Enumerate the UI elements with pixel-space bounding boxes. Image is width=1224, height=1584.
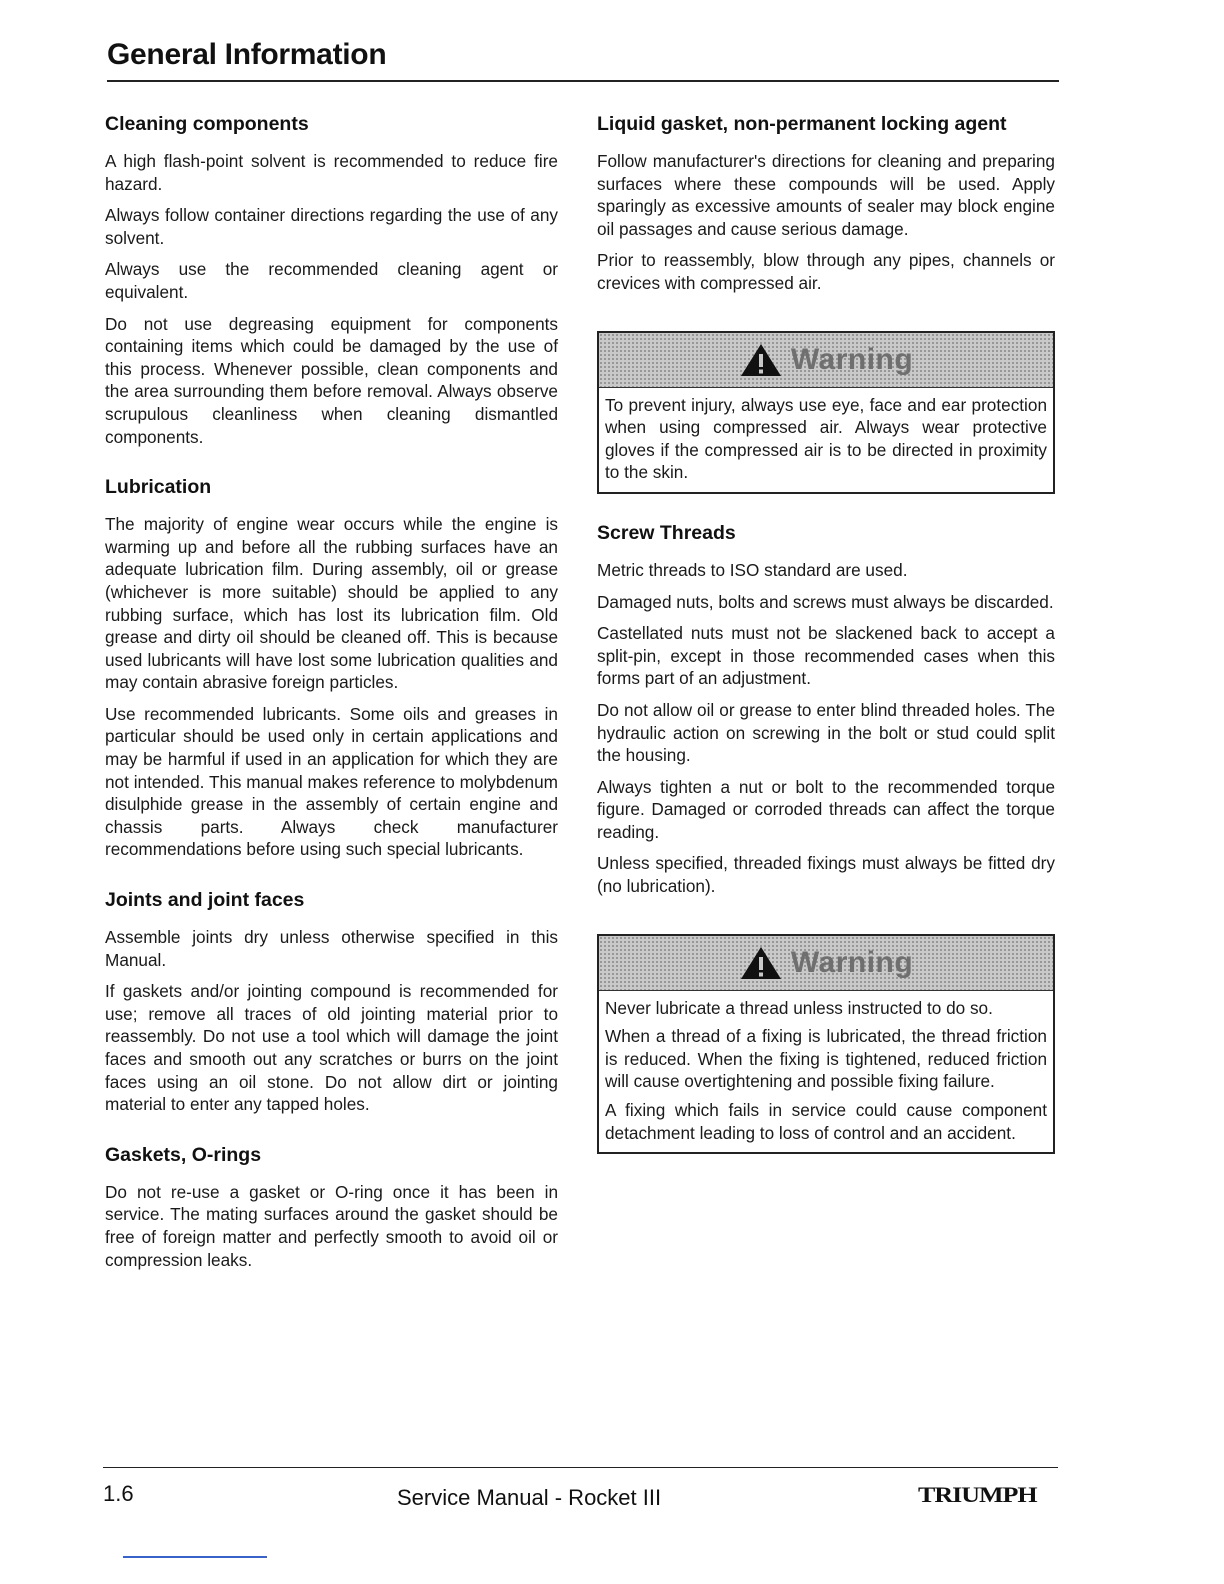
paragraph: The majority of engine wear occurs while the engine is warming up and before all the rubbing surfaces have an adequate lubrication film. During assembly, oil or grease (whichever is more suitable) should be applied to any rubbing surface, which has lost its lubrication film. Old grease and dirty oil should be cleaned off. This is because used lubricants will have lost some lubrication qualities and may contain abrasive foreign particles. bbox=[105, 514, 558, 693]
paragraph: Unless specified, threaded fixings must always be fitted dry (no lubrication). bbox=[597, 853, 1055, 897]
paragraph: Castellated nuts must not be slackened back to accept a split-pin, except in those recommended cases when this forms part of an adjustment. bbox=[597, 623, 1055, 689]
warning-triangle-icon bbox=[739, 945, 783, 981]
section-heading: Lubrication bbox=[105, 476, 212, 499]
footer-manual-title: Service Manual - Rocket III bbox=[397, 1485, 662, 1510]
paragraph: Prior to reassembly, blow through any pipes, channels or crevices with compressed air. bbox=[597, 250, 1055, 293]
paragraph: Never lubricate a thread unless instructed to do so. bbox=[605, 997, 993, 1018]
link-underline bbox=[123, 1556, 267, 1558]
page-title: General Information bbox=[107, 38, 387, 71]
paragraph: Metric threads to ISO standard are used. bbox=[597, 559, 908, 580]
paragraph: Follow manufacturer's directions for cleaning and preparing surfaces where these compounds will be used. Apply sparingly as excessive amounts of sealer may block engine oil passages and cause serious damage. bbox=[597, 151, 1055, 239]
warning-label: Warning bbox=[790, 945, 914, 979]
warning-body bbox=[599, 388, 1053, 492]
section-heading: Gaskets, O-rings bbox=[105, 1143, 262, 1166]
warning-header bbox=[599, 333, 1053, 388]
paragraph: A fixing which fails in service could cause component detachment leading to loss of control and an accident. bbox=[605, 1100, 1047, 1143]
footer-divider bbox=[103, 1467, 1058, 1468]
warning-box-thread-lubrication bbox=[597, 934, 1055, 1155]
section-heading: Liquid gasket, non-permanent locking agent bbox=[597, 113, 1007, 135]
paragraph: Do not re-use a gasket or O-ring once it has been in service. The mating surfaces around the gasket should be free of foreign matter and perfectly smooth to avoid oil or compression leaks. bbox=[105, 1181, 558, 1270]
left-column bbox=[105, 113, 558, 1299]
page-number: 1.6 bbox=[103, 1481, 134, 1506]
warning-label: Warning bbox=[790, 342, 914, 376]
section-gaskets bbox=[105, 1144, 558, 1271]
paragraph: Do not use degreasing equipment for components containing items which could be damaged by the use of this process. Whenever possible, clean components and the area surrounding them before removal. Always observe scrupulous cleanliness when cleaning dismantled components. bbox=[105, 313, 558, 447]
warning-box-compressed-air bbox=[597, 331, 1055, 494]
section-heading: Screw Threads bbox=[597, 521, 736, 544]
section-liquid-gasket bbox=[597, 113, 1055, 295]
paragraph: When a thread of a fixing is lubricated, the thread friction is reduced. When the fixing is tightened, reduced friction will cause overtightening and possible fixing failure. bbox=[605, 1026, 1047, 1092]
paragraph: Always follow container directions regarding the use of any solvent. bbox=[105, 205, 558, 248]
warning-header bbox=[599, 936, 1053, 991]
paragraph: Do not allow oil or grease to enter blind threaded holes. The hydraulic action on screwing in the bolt or stud could split the housing. bbox=[597, 699, 1055, 766]
section-cleaning-components bbox=[105, 113, 558, 448]
section-heading: Joints and joint faces bbox=[105, 889, 305, 912]
paragraph: Always use the recommended cleaning agent or equivalent. bbox=[105, 259, 558, 302]
paragraph: A high flash-point solvent is recommended to reduce fire hazard. bbox=[105, 151, 558, 194]
warning-body bbox=[599, 991, 1053, 1153]
section-joints bbox=[105, 889, 558, 1116]
paragraph: Use recommended lubricants. Some oils and greases in particular should be used only in certain applications and may be harmful if used in an application for which they are not intended. This manual makes reference to molybdenum disulphide grease in the assembly of certain engine and chassis parts. Always check manufacturer recommendations before using such special lubricants. bbox=[105, 703, 558, 860]
paragraph: To prevent injury, always use eye, face and ear protection when using compressed air. Always wear protective gloves if the compressed air is to be directed in proximity to the skin. bbox=[605, 394, 1047, 483]
paragraph: Always tighten a nut or bolt to the recommended torque figure. Damaged or corroded threads can affect the torque reading. bbox=[597, 776, 1055, 842]
paragraph: If gaskets and/or jointing compound is recommended for use; remove all traces of old jointing material prior to reassembly. Do not use a tool which will damage the joint faces and smooth out any scratches or burrs on the joint faces using an oil stone. Do not allow dirt or jointing material to enter any tapped holes. bbox=[105, 981, 558, 1115]
section-heading: Cleaning components bbox=[105, 113, 309, 135]
section-screw-threads bbox=[597, 522, 1055, 898]
section-lubrication bbox=[105, 476, 558, 861]
right-column bbox=[597, 113, 1055, 1182]
paragraph: Damaged nuts, bolts and screws must always be discarded. bbox=[597, 591, 1054, 612]
warning-triangle-icon bbox=[739, 342, 783, 378]
paragraph: Assemble joints dry unless otherwise specified in this Manual. bbox=[105, 927, 558, 970]
brand-logo: TRIUMPH bbox=[918, 1482, 1037, 1507]
title-divider bbox=[107, 80, 1059, 82]
